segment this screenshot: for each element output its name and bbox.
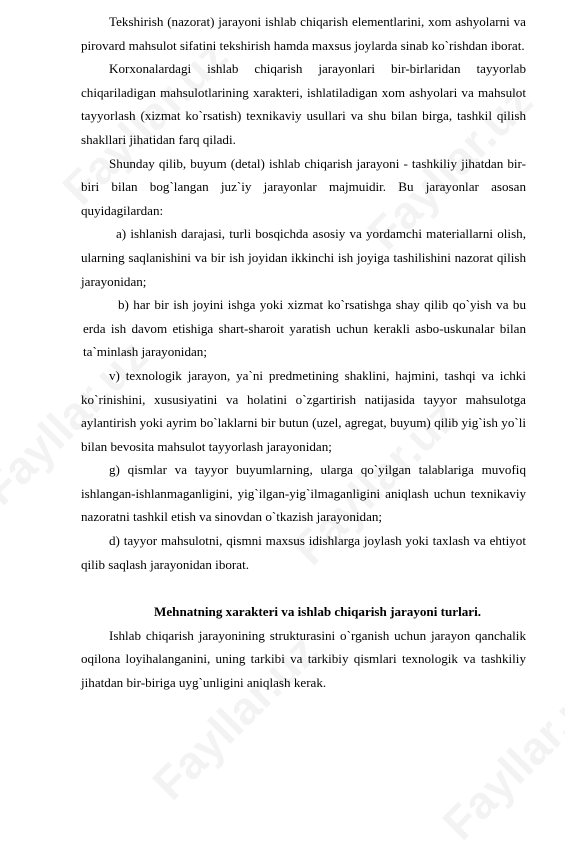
list-item-a: a) ishlanish darajasi, turli bosqichda asosiy va yordamchi materiallarni olish, ularning saqlanishini va bir ish joyidan ikkinchi ish joyiga tashilishini nazorat qilish jarayonidan; [81, 226, 526, 289]
paragraph-structure: Ishlab chiqarish jarayonining strukturasini o`rganish uchun jarayon qanchalik oqilona loyihalanganini, uning tarkibi va tarkibiy qismlari texnologik va tashkiliy jihatdan bir-biriga uyg`unligini aniqlash kerak. [81, 627, 526, 691]
paragraph-enterprise-processes: Korxonalardagi ishlab chiqarish jarayonlari bir-birlaridan tayyorlab chiqariladigan mahsulotlarining xarakteri, ishlatiladigan xom ashyolari va mahsulot tayyorlash (xizmat ko`rsatish) texnikaviy usullari va shu bilan birga, tashkil qilish shakllari jihatidan farq qiladi. [81, 61, 526, 147]
list-item-g: g) qismlar va tayyor buyumlarning, ularga qo`yilgan talablariga muvofiq ishlangan-ishlanmaganligini, yig`ilgan-yig`ilmaganligini aniqlash uchun texnikaviy nazoratni tashkil etish va sinovdan o`tkazish jarayonidan; [81, 462, 526, 525]
document-page [81, 10, 526, 695]
list-item-d: d) tayyor mahsulotni, qismni maxsus idishlarga joylash yoki taxlash va ehtiyot qilib saqlash jarayonidan iborat. [81, 533, 526, 572]
list-item-v: v) texnologik jarayon, ya`ni predmetining shaklini, hajmini, tashqi va ichki ko`rinishini, xususiyatini va holatini o`zgartirish natijasida tayyor mahsulotga aylantirish yoki ayrim bo`laklarni bir butun (uzel, agregat, buyum) qilib yig`ish yo`li bilan bevosita mahsulot tayyorlash jarayonidan; [81, 367, 526, 454]
list-item-b: b) har bir ish joyini ishga yoki xizmat ko`rsatishga shay qilib qo`yish va bu erda ish davom etishiga shart-sharoit yaratish uchun kerakli asbo-uskunalar bilan ta`minlash jarayonidan; [83, 297, 526, 360]
section-spacer [81, 576, 526, 600]
paragraph-production-process: Shunday qilib, buyum (detal) ishlab chiqarish jarayoni - tashkiliy jihatdan bir-biri bilan bog`langan juz`iy jarayonlar majmuidir. Bu jarayonlar asosan quyidagilardan: [81, 155, 526, 218]
section-heading: Mehnatning xarakteri va ishlab chiqarish jarayoni turlari. [154, 604, 481, 620]
paragraph-inspection: Tekshirish (nazorat) jarayoni ishlab chiqarish elementlarini, xom ashyolarni va pirovard mahsulot sifatini tekshirish hamda maxsus joylarda sinab ko`rishdan iborat. [81, 14, 526, 53]
